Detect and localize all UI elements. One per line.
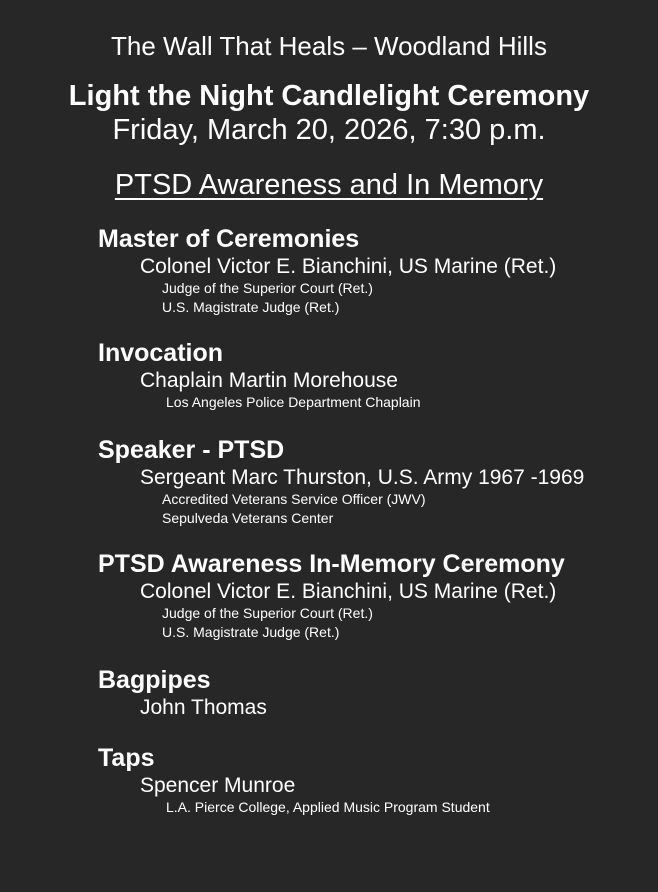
program-section-bagpipes — [98, 665, 650, 720]
ceremony-title: Light the Night Candlelight Ceremony — [68, 80, 590, 112]
section-detail: Judge of the Superior Court (Ret.) — [162, 280, 373, 296]
section-person: Chaplain Martin Morehouse — [140, 369, 398, 392]
ceremony-date: Friday, March 20, 2026, 7:30 p.m. — [112, 114, 546, 146]
section-detail: L.A. Pierce College, Applied Music Program Student — [166, 799, 490, 815]
program-section-master-of-ceremonies — [98, 224, 650, 317]
section-role: Speaker - PTSD — [98, 436, 285, 464]
program-theme-heading: PTSD Awareness and In Memory — [114, 169, 544, 201]
program-section-invocation — [98, 338, 650, 412]
program-section-taps — [98, 743, 650, 817]
section-detail: U.S. Magistrate Judge (Ret.) — [162, 624, 340, 640]
section-detail: Accredited Veterans Service Officer (JWV) — [162, 491, 426, 507]
section-person: John Thomas — [140, 696, 267, 719]
section-detail: Judge of the Superior Court (Ret.) — [162, 605, 373, 621]
section-person: Colonel Victor E. Bianchini, US Marine (Ret.) — [140, 255, 557, 278]
section-detail: Sepulveda Veterans Center — [162, 510, 334, 526]
section-role: Bagpipes — [98, 666, 211, 694]
section-detail: U.S. Magistrate Judge (Ret.) — [162, 299, 340, 315]
section-person: Spencer Munroe — [140, 774, 296, 797]
event-venue-title: The Wall That Heals – Woodland Hills — [111, 31, 547, 61]
program-section-in-memory-ceremony — [98, 549, 650, 642]
section-person: Colonel Victor E. Bianchini, US Marine (Ret.) — [140, 580, 557, 603]
section-person: Sergeant Marc Thurston, U.S. Army 1967 -1969 — [140, 466, 585, 489]
section-role: PTSD Awareness In-Memory Ceremony — [98, 550, 565, 578]
section-detail: Los Angeles Police Department Chaplain — [166, 394, 421, 410]
section-role: Invocation — [98, 339, 224, 367]
section-role: Master of Ceremonies — [98, 225, 360, 253]
section-role: Taps — [98, 744, 155, 772]
program-section-speaker — [98, 435, 650, 528]
